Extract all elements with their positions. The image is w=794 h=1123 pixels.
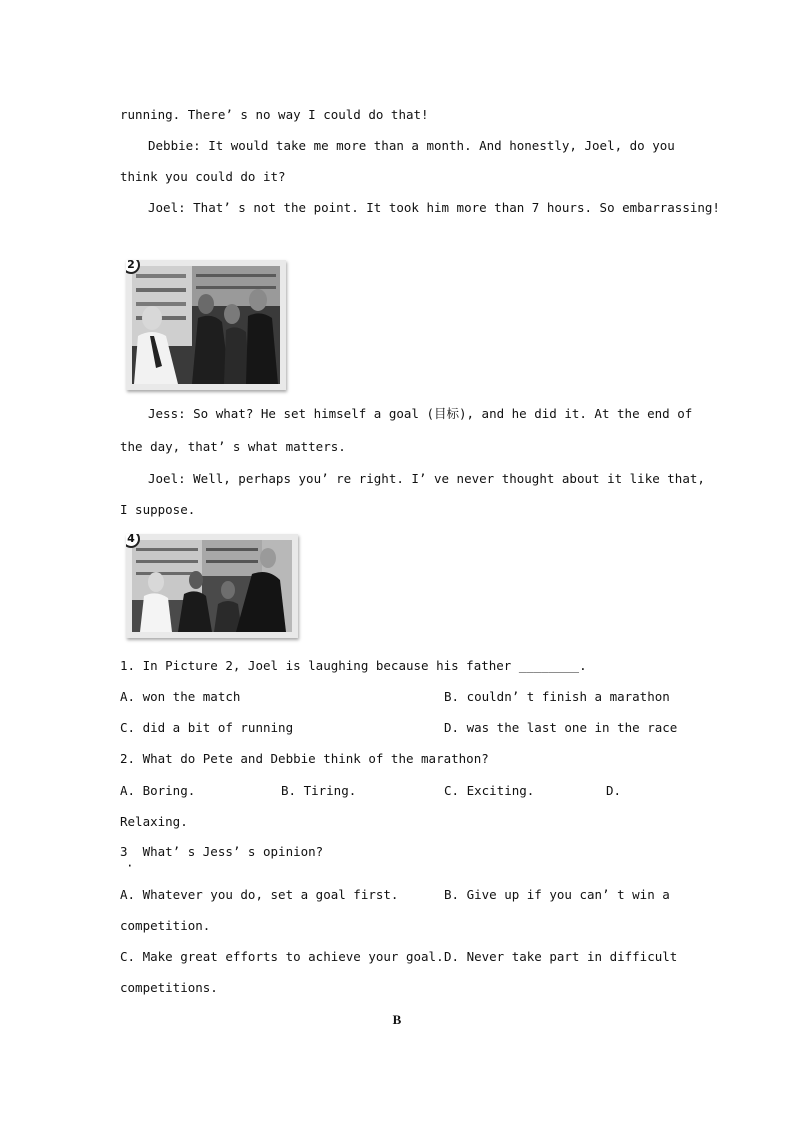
dialogue-line: Jess: So what? He set himself a goal (目标), and he did it. At the end of — [148, 406, 693, 421]
picture-2 — [126, 260, 286, 390]
option-d: D. was the last one in the race — [444, 720, 678, 735]
dialogue-line: the day, that’ s what matters. — [120, 439, 346, 454]
option-d-continued: competitions. — [120, 980, 218, 995]
question-stem: 2. What do Pete and Debbie think of the marathon? — [120, 751, 489, 766]
option-b-continued: competition. — [120, 918, 211, 933]
dialogue-line: Joel: Well, perhaps you’ re right. I’ ve never thought about it like that, — [148, 471, 705, 486]
question-stem: 1. In Picture 2, Joel is laughing because his father ________. — [120, 658, 587, 673]
option-b: B. couldn’ t finish a marathon — [444, 689, 670, 704]
photo-library-students-icon — [132, 540, 292, 632]
dialogue-line: running. There’ s no way I could do that! — [120, 107, 429, 122]
option-d-continued: Relaxing. — [120, 814, 188, 829]
option-b: B. Tiring. — [281, 783, 357, 798]
option-a: A. won the match — [120, 689, 241, 704]
option-a: A. Boring. — [120, 783, 196, 798]
picture-number-badge: 4 — [126, 534, 140, 548]
dialogue-line: Debbie: It would take me more than a month. And honestly, Joel, do you — [148, 138, 675, 153]
option-d: D. Never take part in difficult — [444, 949, 678, 964]
picture-4 — [126, 534, 298, 638]
dialogue-line: Joel: That’ s not the point. It took him more than 7 hours. So embarrassing! — [148, 200, 720, 215]
picture-number-badge: 2 — [126, 260, 140, 274]
stray-mark: · — [126, 858, 134, 873]
option-d: D. — [606, 783, 622, 798]
option-b: B. Give up if you can’ t win a — [444, 887, 670, 902]
option-c: C. Make great efforts to achieve your goal. — [120, 949, 444, 964]
option-c: C. did a bit of running — [120, 720, 294, 735]
dialogue-line: think you could do it? — [120, 169, 286, 184]
option-c: C. Exciting. — [444, 783, 535, 798]
question-stem: 3 What’ s Jess’ s opinion? — [120, 844, 324, 859]
photo-library-students-icon — [132, 266, 280, 384]
option-a: A. Whatever you do, set a goal first. — [120, 887, 399, 902]
dialogue-line: I suppose. — [120, 502, 196, 517]
section-heading: B — [392, 1012, 402, 1027]
